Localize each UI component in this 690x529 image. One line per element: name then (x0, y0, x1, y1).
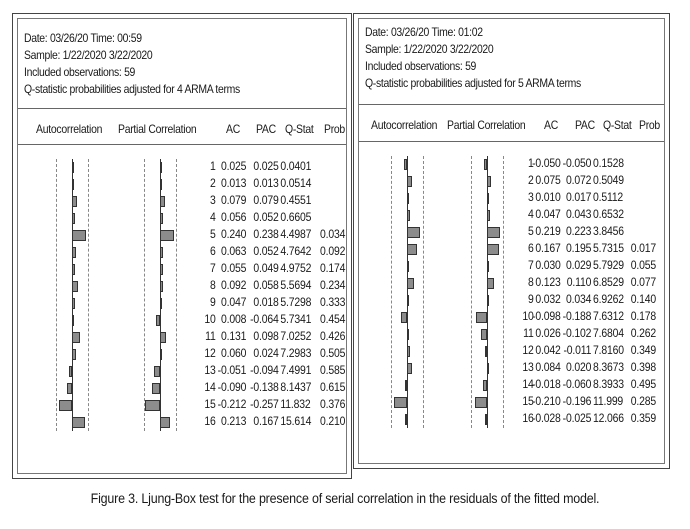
q-stat-cell: 8.1437 (280, 381, 312, 394)
lag-cell: 15 (204, 398, 216, 411)
pac-cell: 0.223 (565, 225, 592, 238)
autocorrelation-bar (67, 383, 72, 394)
prob-cell: 0.495 (630, 378, 657, 391)
partial-correlation-bar (160, 264, 163, 275)
autocorrelation-bar (407, 295, 409, 306)
prob-cell: 0.140 (630, 293, 657, 306)
partial-correlation-bar (160, 162, 162, 173)
q-stat-cell: 5.7315 (593, 242, 624, 255)
lag-cell: 10 (522, 310, 534, 323)
partial-correlation-bar (160, 179, 162, 190)
prob-cell: 0.359 (630, 412, 657, 425)
partial-correlation-plot (140, 159, 180, 431)
lag-cell: 2 (209, 177, 216, 190)
pac-cell: -0.025 (562, 412, 592, 425)
partial-correlation-bar (475, 397, 487, 408)
q-stat-cell: 8.3933 (593, 378, 624, 391)
partial-correlation-bar (160, 247, 163, 258)
lag-cell: 6 (527, 242, 534, 255)
lower-confidence-band (56, 159, 57, 431)
panel-inner-border (17, 18, 347, 474)
ac-cell: 0.092 (220, 279, 247, 292)
col-partial-correlation: Partial Correlation (118, 123, 197, 136)
prob-cell: 0.178 (630, 310, 657, 323)
q-stat-cell: 6.8529 (593, 276, 624, 289)
pac-cell: 0.034 (565, 293, 592, 306)
pac-cell: -0.011 (563, 344, 592, 357)
q-stat-cell: 0.0514 (280, 177, 312, 190)
header-q-statistic-note: Q-statistic probabilities adjusted for 5 ARMA terms (365, 77, 581, 90)
pac-cell: 0.017 (565, 191, 592, 204)
autocorrelation-bar (72, 196, 77, 207)
lag-cell: 16 (204, 415, 216, 428)
correlogram-panel-4-arma (12, 13, 352, 479)
ac-cell: 0.131 (220, 330, 247, 343)
q-stat-cell: 3.8456 (593, 225, 624, 238)
ac-cell: -0.028 (532, 412, 561, 425)
q-stat-cell: 11.832 (280, 398, 311, 411)
q-stat-cell: 0.4551 (280, 194, 312, 207)
prob-cell: 0.174 (320, 262, 346, 275)
ac-cell: -0.018 (532, 378, 561, 391)
lag-cell: 6 (209, 245, 216, 258)
ac-cell: 0.213 (220, 415, 247, 428)
ac-cell: 0.030 (535, 259, 561, 272)
prob-cell: 0.034 (320, 228, 346, 241)
q-stat-cell: 7.2983 (280, 347, 312, 360)
autocorrelation-bar (72, 417, 85, 428)
header-sample: Sample: 1/22/2020 3/22/2020 (365, 43, 494, 56)
partial-correlation-bar (487, 210, 490, 221)
lag-cell: 13 (522, 361, 534, 374)
q-stat-cell: 7.6312 (593, 310, 624, 323)
pac-cell: 0.049 (253, 262, 279, 275)
autocorrelation-bar (407, 346, 410, 357)
ac-cell: 0.075 (535, 174, 561, 187)
prob-cell: 0.585 (320, 364, 346, 377)
upper-confidence-band (176, 159, 177, 431)
header-separator (18, 108, 346, 109)
prob-cell: 0.077 (630, 276, 657, 289)
pac-cell: -0.196 (562, 395, 592, 408)
q-stat-cell: 4.7642 (280, 245, 312, 258)
q-stat-cell: 0.6532 (593, 208, 624, 221)
autocorrelation-bar (401, 312, 407, 323)
partial-correlation-bar (487, 244, 499, 255)
partial-correlation-bar (160, 349, 162, 360)
autocorrelation-bar (72, 162, 74, 173)
pac-cell: 0.079 (253, 194, 279, 207)
pac-cell: 0.195 (565, 242, 592, 255)
autocorrelation-bar (72, 230, 86, 241)
pac-cell: 0.020 (565, 361, 592, 374)
autocorrelation-bar (405, 414, 407, 425)
autocorrelation-bar (407, 193, 409, 204)
prob-cell: 0.285 (630, 395, 657, 408)
pac-cell: 0.029 (565, 259, 592, 272)
col-pac: PAC (256, 123, 276, 136)
partial-correlation-bar (481, 329, 487, 340)
autocorrelation-bar (72, 349, 76, 360)
autocorrelation-plot (52, 159, 92, 431)
partial-correlation-bar (152, 383, 160, 394)
pac-cell: 0.024 (253, 347, 279, 360)
partial-correlation-bar (160, 417, 170, 428)
lag-cell: 9 (209, 296, 216, 309)
q-stat-cell: 0.5112 (593, 191, 624, 204)
lag-cell: 15 (522, 395, 534, 408)
prob-cell: 0.210 (320, 415, 346, 428)
q-stat-cell: 7.0252 (280, 330, 312, 343)
ac-cell: 0.032 (535, 293, 561, 306)
partial-correlation-bar (160, 332, 166, 343)
ac-cell: 0.042 (535, 344, 561, 357)
col-ac: AC (226, 123, 240, 136)
ac-cell: -0.098 (532, 310, 561, 323)
q-stat-cell: 7.6804 (593, 327, 624, 340)
lag-cell: 13 (204, 364, 216, 377)
q-stat-cell: 7.8160 (593, 344, 624, 357)
partial-correlation-bar (154, 366, 160, 377)
column-header-separator (359, 141, 664, 142)
lower-confidence-band (471, 156, 472, 428)
partial-correlation-bar (160, 213, 163, 224)
header-date-time: Date: 03/26/20 Time: 01:02 (365, 26, 483, 39)
col-prob: Prob (324, 123, 345, 136)
pac-cell: 0.238 (253, 228, 279, 241)
col-pac: PAC (575, 119, 595, 132)
ac-cell: -0.090 (217, 381, 247, 394)
pac-cell: -0.060 (562, 378, 592, 391)
header-separator (359, 104, 664, 105)
ac-cell: 0.056 (220, 211, 247, 224)
partial-correlation-bar (487, 193, 489, 204)
autocorrelation-bar (407, 244, 417, 255)
ac-cell: 0.167 (535, 242, 561, 255)
partial-correlation-bar (487, 227, 500, 238)
q-stat-cell: 4.9752 (280, 262, 312, 275)
partial-correlation-bar (487, 363, 489, 374)
q-stat-cell: 4.4987 (280, 228, 312, 241)
ac-cell: 0.025 (220, 160, 247, 173)
lag-cell: 9 (527, 293, 534, 306)
prob-cell: 0.055 (630, 259, 657, 272)
ac-cell: 0.063 (220, 245, 247, 258)
autocorrelation-bar (407, 261, 409, 272)
q-stat-cell: 5.7298 (280, 296, 312, 309)
pac-cell: 0.058 (253, 279, 279, 292)
partial-correlation-bar (160, 196, 165, 207)
col-prob: Prob (639, 119, 660, 132)
autocorrelation-bar (72, 298, 75, 309)
autocorrelation-bar (72, 179, 74, 190)
lower-confidence-band (144, 159, 145, 431)
col-autocorrelation: Autocorrelation (371, 119, 438, 132)
prob-cell: 0.615 (320, 381, 346, 394)
q-stat-cell: 8.3673 (593, 361, 624, 374)
autocorrelation-bar (407, 176, 412, 187)
q-stat-cell: 0.5049 (593, 174, 624, 187)
lag-cell: 11 (205, 330, 216, 343)
autocorrelation-bar (72, 213, 75, 224)
lag-cell: 1 (209, 160, 216, 173)
q-stat-cell: 5.5694 (280, 279, 312, 292)
lag-cell: 12 (204, 347, 216, 360)
lag-cell: 3 (527, 191, 534, 204)
panel-header (365, 24, 581, 92)
prob-cell: 0.398 (630, 361, 657, 374)
q-stat-cell: 12.066 (593, 412, 624, 425)
ac-cell: -0.050 (532, 157, 561, 170)
pac-cell: -0.102 (562, 327, 592, 340)
lag-cell: 11 (523, 327, 534, 340)
partial-correlation-bar (160, 281, 163, 292)
q-stat-cell: 0.6605 (280, 211, 312, 224)
header-observations: Included observations: 59 (24, 66, 136, 79)
prob-cell: 0.505 (320, 347, 346, 360)
ac-cell: 0.055 (220, 262, 247, 275)
q-stat-cell: 15.614 (280, 415, 312, 428)
q-stat-cell: 6.9262 (593, 293, 624, 306)
autocorrelation-bar (72, 332, 80, 343)
lag-cell: 8 (209, 279, 216, 292)
header-observations: Included observations: 59 (365, 60, 477, 73)
lag-cell: 16 (522, 412, 534, 425)
pac-cell: -0.094 (250, 364, 279, 377)
ac-cell: -0.051 (217, 364, 247, 377)
ac-cell: -0.210 (532, 395, 561, 408)
prob-cell: 0.376 (320, 398, 346, 411)
col-ac: AC (544, 119, 558, 132)
partial-correlation-bar (160, 298, 162, 309)
header-sample: Sample: 1/22/2020 3/22/2020 (24, 49, 153, 62)
pac-cell: -0.188 (562, 310, 592, 323)
ac-cell: 0.008 (220, 313, 247, 326)
lag-cell: 2 (527, 174, 534, 187)
q-stat-cell: 7.4991 (280, 364, 312, 377)
autocorrelation-bar (69, 366, 72, 377)
ac-cell: 0.010 (535, 191, 561, 204)
q-stat-cell: 11.999 (593, 395, 624, 408)
autocorrelation-bar (404, 159, 407, 170)
q-stat-cell: 5.7341 (280, 313, 312, 326)
lag-cell: 5 (527, 225, 534, 238)
partial-correlation-bar (487, 176, 491, 187)
q-stat-cell: 0.0401 (280, 160, 312, 173)
pac-cell: 0.167 (253, 415, 279, 428)
pac-cell: 0.018 (253, 296, 279, 309)
lag-cell: 8 (527, 276, 534, 289)
upper-confidence-band (423, 156, 424, 428)
lag-cell: 3 (209, 194, 216, 207)
figure-caption: Figure 3. Ljung-Box test for the presence of serial correlation in the residuals of the fitted model. (90, 491, 600, 506)
col-partial-correlation: Partial Correlation (447, 119, 526, 132)
pac-cell: 0.098 (253, 330, 279, 343)
autocorrelation-bar (407, 329, 409, 340)
lag-cell: 4 (527, 208, 534, 221)
pac-cell: 0.052 (253, 211, 279, 224)
autocorrelation-bar (72, 264, 75, 275)
ac-cell: 0.079 (220, 194, 247, 207)
ac-cell: 0.047 (220, 296, 247, 309)
lower-confidence-band (391, 156, 392, 428)
prob-cell: 0.234 (320, 279, 346, 292)
autocorrelation-bar (59, 400, 72, 411)
partial-correlation-bar (160, 230, 174, 241)
q-stat-cell: 5.7929 (593, 259, 624, 272)
pac-cell: 0.110 (566, 276, 592, 289)
partial-correlation-bar (484, 159, 487, 170)
pac-cell: 0.025 (253, 160, 279, 173)
partial-correlation-bar (485, 346, 487, 357)
pac-cell: -0.050 (562, 157, 592, 170)
upper-confidence-band (503, 156, 504, 428)
lag-cell: 1 (527, 157, 534, 170)
lag-cell: 12 (522, 344, 534, 357)
partial-correlation-bar (483, 380, 487, 391)
partial-correlation-bar (487, 295, 489, 306)
ac-cell: 0.123 (535, 276, 561, 289)
autocorrelation-bar (407, 227, 420, 238)
partial-correlation-bar (487, 261, 489, 272)
pac-cell: 0.052 (253, 245, 279, 258)
lag-cell: 5 (209, 228, 216, 241)
col-q-stat: Q-Stat (603, 119, 632, 132)
partial-correlation-bar (476, 312, 487, 323)
lag-cell: 14 (204, 381, 216, 394)
pac-cell: -0.064 (250, 313, 279, 326)
prob-cell: 0.017 (630, 242, 657, 255)
panel-inner-border (358, 18, 665, 464)
pac-cell: 0.043 (565, 208, 592, 221)
correlogram-panel-5-arma (353, 13, 670, 469)
ac-cell: 0.013 (220, 177, 247, 190)
col-autocorrelation: Autocorrelation (36, 123, 103, 136)
pac-cell: 0.072 (565, 174, 592, 187)
column-header-separator (18, 144, 346, 145)
lag-cell: 10 (204, 313, 216, 326)
autocorrelation-plot (387, 156, 427, 428)
autocorrelation-bar (407, 278, 414, 289)
pac-cell: -0.257 (250, 398, 279, 411)
q-stat-cell: 0.1528 (593, 157, 624, 170)
partial-correlation-bar (487, 278, 494, 289)
partial-correlation-bar (485, 414, 487, 425)
lag-cell: 14 (522, 378, 534, 391)
prob-cell: 0.262 (630, 327, 657, 340)
pac-cell: -0.138 (250, 381, 279, 394)
autocorrelation-bar (394, 397, 407, 408)
ac-cell: -0.212 (217, 398, 247, 411)
lag-cell: 4 (209, 211, 216, 224)
partial-correlation-bar (145, 400, 160, 411)
lag-cell: 7 (527, 259, 534, 272)
autocorrelation-bar (407, 210, 410, 221)
autocorrelation-bar (407, 363, 412, 374)
panel-header (24, 30, 240, 98)
ac-cell: 0.060 (220, 347, 247, 360)
ac-cell: 0.240 (220, 228, 247, 241)
autocorrelation-bar (72, 315, 74, 326)
header-q-statistic-note: Q-statistic probabilities adjusted for 4 ARMA terms (24, 83, 240, 96)
col-q-stat: Q-Stat (285, 123, 314, 136)
header-date-time: Date: 03/26/20 Time: 00:59 (24, 32, 142, 45)
lag-cell: 7 (209, 262, 216, 275)
prob-cell: 0.454 (320, 313, 346, 326)
ac-cell: 0.026 (535, 327, 561, 340)
ac-cell: 0.219 (535, 225, 561, 238)
pac-cell: 0.013 (253, 177, 279, 190)
prob-cell: 0.426 (320, 330, 346, 343)
partial-correlation-bar (156, 315, 160, 326)
prob-cell: 0.333 (320, 296, 346, 309)
prob-cell: 0.092 (320, 245, 346, 258)
prob-cell: 0.349 (630, 344, 657, 357)
ac-cell: 0.084 (535, 361, 561, 374)
autocorrelation-bar (72, 281, 78, 292)
autocorrelation-bar (72, 247, 76, 258)
upper-confidence-band (88, 159, 89, 431)
partial-correlation-plot (467, 156, 507, 428)
autocorrelation-bar (405, 380, 407, 391)
ac-cell: 0.047 (535, 208, 561, 221)
